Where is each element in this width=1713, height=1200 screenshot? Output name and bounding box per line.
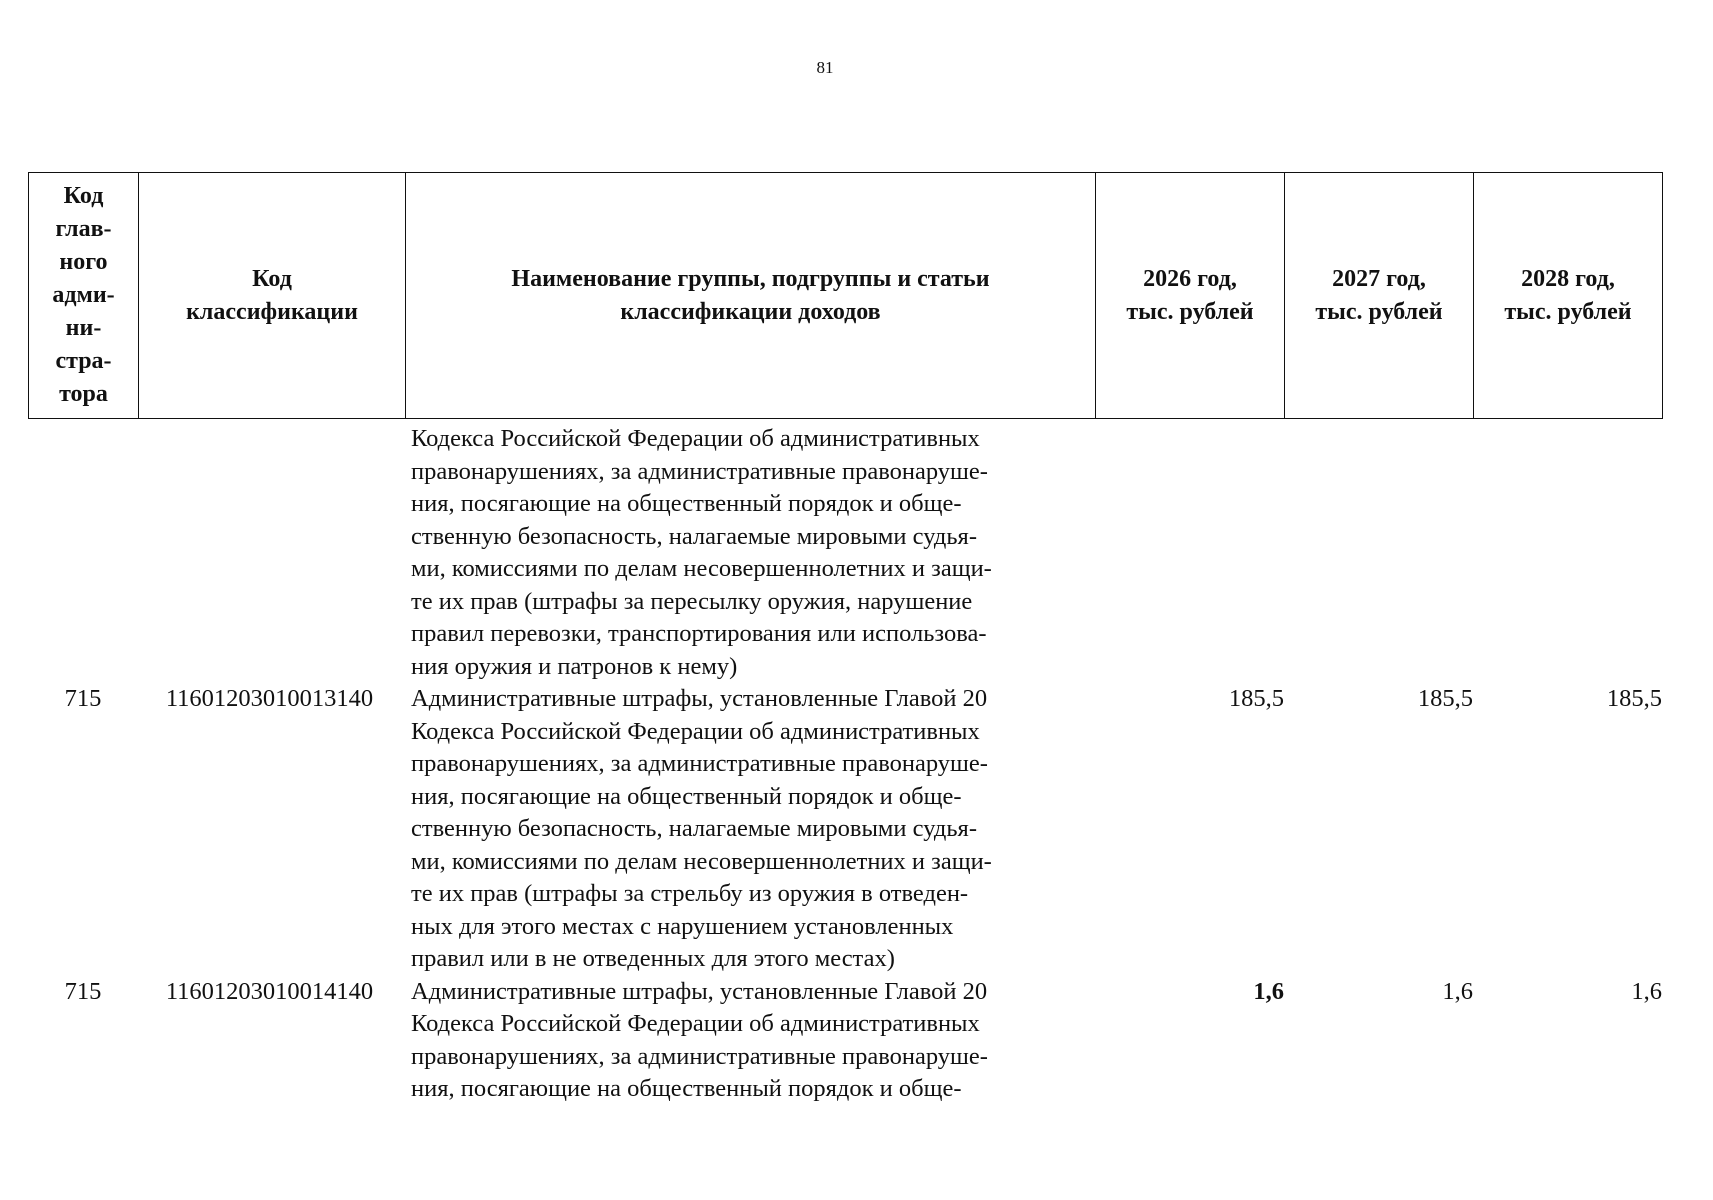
cell-admin-code <box>28 423 138 683</box>
cell-2028: 185,5 <box>1606 685 1662 712</box>
cell-2026: 1,6 <box>1253 977 1284 1005</box>
cell-2028 <box>1473 423 1662 683</box>
page-number: 81 <box>816 58 834 77</box>
cell-name: Кодекса Российской Федерации об административных правонарушениях, за административные правонаруше- ния, посягающие на общественный порядок и обще- ственную безопасность, налагаемые мировыми судья- ми, комиссиями по делам несовершеннолетних и защи- те их прав (штрафы за пересылку оружия, нарушение правил перевозки, транспортирования или использова- ния оружия и патронов к нему) <box>411 425 992 680</box>
header-2026: 2026 год, тыс. рублей <box>1096 173 1285 419</box>
header-row <box>29 173 1663 419</box>
header-name: Наименование группы, подгруппы и статьи классификации доходов <box>406 173 1096 419</box>
table-header <box>28 172 1663 419</box>
cell-classification-code: 11601203010014140 <box>165 977 374 1005</box>
table-row <box>28 976 1662 1106</box>
header-2028: 2028 год, тыс. рублей <box>1474 173 1663 419</box>
cell-2026 <box>1095 423 1284 683</box>
header-2027: 2027 год, тыс. рублей <box>1285 173 1474 419</box>
cell-2027: 1,6 <box>1442 977 1473 1005</box>
header-classification-code: Код классификации <box>139 173 406 419</box>
cell-admin-code: 715 <box>64 977 102 1005</box>
cell-2026: 185,5 <box>1228 685 1284 712</box>
cell-2028: 1,6 <box>1631 977 1662 1005</box>
cell-admin-code: 715 <box>64 685 102 712</box>
table-row <box>28 683 1662 976</box>
table-body <box>28 423 1662 1106</box>
cell-classification-code: 11601203010013140 <box>165 685 374 712</box>
cell-name: Административные штрафы, установленные Главой 20 Кодекса Российской Федерации об административных правонарушениях, за административные правонаруше- ния, посягающие на общественный порядок и обще- ственную безопасность, налагаемые мировыми судья- ми, комиссиями по делам несовершеннолетних и защи- те их прав (штрафы за стрельбу из оружия в отведен- ных для этого местах с нарушением установленных правил или в не отведенных для этого местах) <box>411 685 992 972</box>
cell-2027: 185,5 <box>1417 685 1473 712</box>
table-row <box>28 423 1662 683</box>
cell-classification-code <box>138 423 405 683</box>
header-admin-code: Код глав- ного адми- ни- стра- тора <box>29 173 139 419</box>
cell-2027 <box>1284 423 1473 683</box>
cell-name: Административные штрафы, установленные Главой 20 Кодекса Российской Федерации об административных правонарушениях, за административные правонаруше- ния, посягающие на общественный порядок и обще- <box>411 977 988 1102</box>
